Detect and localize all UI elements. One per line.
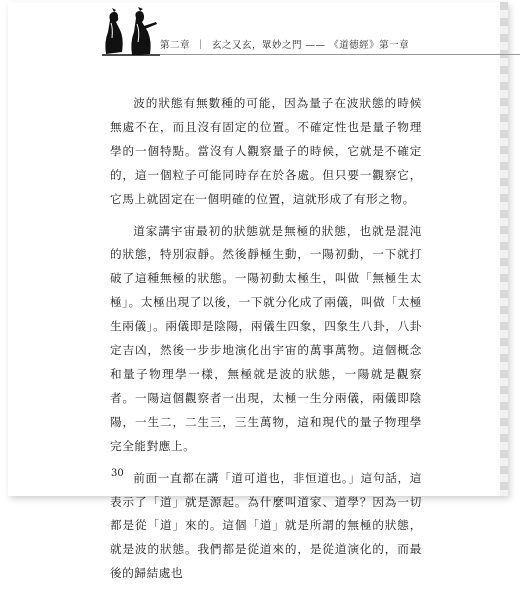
- header-separator: ｜: [196, 40, 207, 51]
- header-rule: [160, 54, 520, 55]
- paragraph: 波的狀態有無數種的可能，因為量子在波狀態的時候無處不在，而且沒有固定的位置。不確定性也是量子物理學的一個特點。當沒有人觀察量子的時候，它就是不確定的，這一個粒子可能同時存在於各處。但只要一觀察它，它馬上就固定在一個明確的位置，這就形成了有形之物。: [110, 96, 422, 206]
- page-edge-decoration: [500, 2, 508, 496]
- paragraph: 道家講宇宙最初的狀態就是無極的狀態，也就是混沌的狀態，特別寂靜。然後靜極生動，一陽初動，一下就打破了這種無極的狀態。一陽初動太極生，叫做「無極生太極」。太極出現了以後，一下就分化成了兩儀，叫做「太極生兩儀」。兩儀即是陰陽，兩儀生四象，四象生八卦，八卦定吉凶，然後一步步地演化出宇宙的萬事萬物。這個概念和量子物理學一樣，無極就是波的狀態，一陽就是觀察者。一陽這個觀察者一出現，太極一生分兩儀，兩儀即陰陽，一生二，二生三，三生萬物，這和現代的量子物理學完全能對應上。: [110, 223, 422, 453]
- header-chapter: 第二章: [160, 40, 191, 51]
- paragraph: 前面一直都在講「道可道也，非恒道也。」這句話，這表示了「道」就是源起。為什麼叫道家、道學？因為一切都是從「道」來的。這個「道」就是所謂的無極的狀態，就是波的狀態。我們都是從道來的，是從道演化的，而最後的歸結處也: [110, 470, 422, 581]
- body-text: [110, 92, 422, 594]
- sage-figures-illustration: [100, 8, 164, 58]
- page-number: 30: [111, 468, 124, 479]
- header-text: [160, 37, 409, 51]
- running-header: [100, 8, 520, 58]
- header-title: 玄之又玄，眾妙之門 —— 《道德經》第一章: [212, 40, 410, 51]
